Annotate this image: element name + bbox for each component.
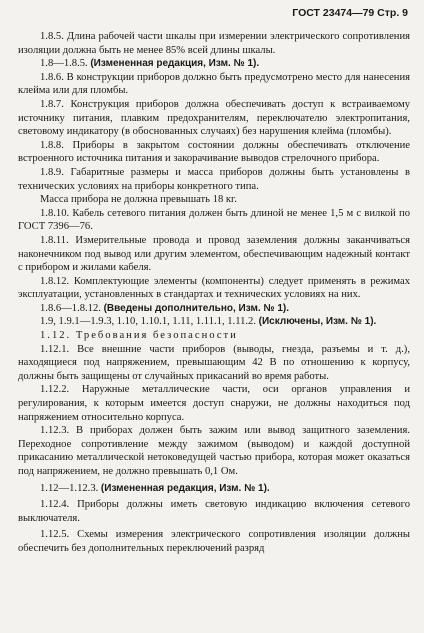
paragraph: 1.8.6. В конструкции приборов должно быть предусмотрено место для нанесения клейма или для пломбы. [18, 71, 410, 97]
amendment-range: 1.8—1.8.5. [40, 58, 88, 70]
paragraph: Масса прибора не должна превышать 18 кг. [40, 194, 237, 206]
paragraph: 1.8.12. Комплектующие элементы (компоненты) следует применять в режимах эксплуатации, установленных в стандартах и технических условиях на них. [18, 275, 410, 301]
paragraph: 1.12.2. Наружные металлические части, оси органов управления и регулирования, к которым имеется доступ снаружи, не должны находиться под напряжением относительно корпуса. [18, 384, 410, 423]
amendment-text: (Измененная редакция, Изм. № 1). [100, 482, 270, 494]
page-header: ГОСТ 23474—79 Стр. 9 [292, 7, 408, 19]
paragraph: 1.8.8. Приборы в закрытом состоянии должны обеспечивать отключение встроенного источника питания и закорачивание выводов стрелочного прибора. [18, 139, 410, 165]
paragraph: 1.12.5. Схемы измерения электрического сопротивления изоляции должны обеспечить без дополнительных переключений разряд [18, 529, 410, 554]
paragraph: 1.8.9. Габаритные размеры и масса приборов должны быть установлены в технических условиях на приборы конкретного типа. [18, 166, 410, 192]
amendment-text: (Измененная редакция, Изм. № 1). [90, 58, 260, 70]
amendment-note [18, 302, 410, 316]
amendment-range: 1.12—1.12.3. [40, 482, 99, 494]
paragraph: 1.8.5. Длина рабочей части шкалы при измерении электрического сопротивления изоляции должна быть не менее 85% всей длины шкалы. [18, 31, 410, 56]
paragraph: 1.12.3. В приборах должен быть зажим или вывод защитного заземления. Переходное сопротивление между зажимом (выводом) и каждой доступной прикасанию металлической нетоковедущей частью прибора, которая может оказаться под напряжением, не должно превышать 0,1 Ом. [18, 425, 410, 477]
paragraph: 1.8.11. Измерительные провода и провод заземления должны заканчиваться наконечником под вывод или другим элементом, обеспечивающим надежный контакт с прибором и жилами кабеля. [18, 234, 410, 274]
paragraph: 1.8.7. Конструкция приборов должна обеспечивать доступ к встраиваемому источнику питания, плавким предохранителям, переключателю электропитания, световому индикатору (в обоснованных случаях) без нарушения клейма (пломбы). [18, 98, 410, 138]
paragraph: 1.8.10. Кабель сетевого питания должен быть длиной не менее 1,5 м с вилкой по ГОСТ 7396—76. [18, 207, 410, 233]
amendment-note [18, 482, 410, 496]
amendment-range: 1.9, 1.9.1—1.9.3, 1.10, 1.10.1, 1.11, 1.11.1, 1.11.2. [40, 316, 256, 328]
amendment-note [18, 315, 410, 329]
section-heading: 1.12. Требования безопасности [40, 330, 238, 342]
amendment-text: (Исключены, Изм. № 1). [258, 316, 377, 328]
paragraph: 1.12.1. Все внешние части приборов (выводы, гнезда, разъемы и т. д.), находящиеся под напряжением, превышающим 42 В по отношению к корпусу, должны быть защищены от случайных прикасаний во время работы. [18, 343, 410, 382]
amendment-note [18, 57, 410, 71]
amendment-text: (Введены дополнительно, Изм. № 1). [103, 302, 289, 314]
amendment-range: 1.8.6—1.8.12. [40, 302, 101, 314]
paragraph: 1.12.4. Приборы должны иметь световую индикацию включения сетевого выключателя. [18, 499, 410, 524]
